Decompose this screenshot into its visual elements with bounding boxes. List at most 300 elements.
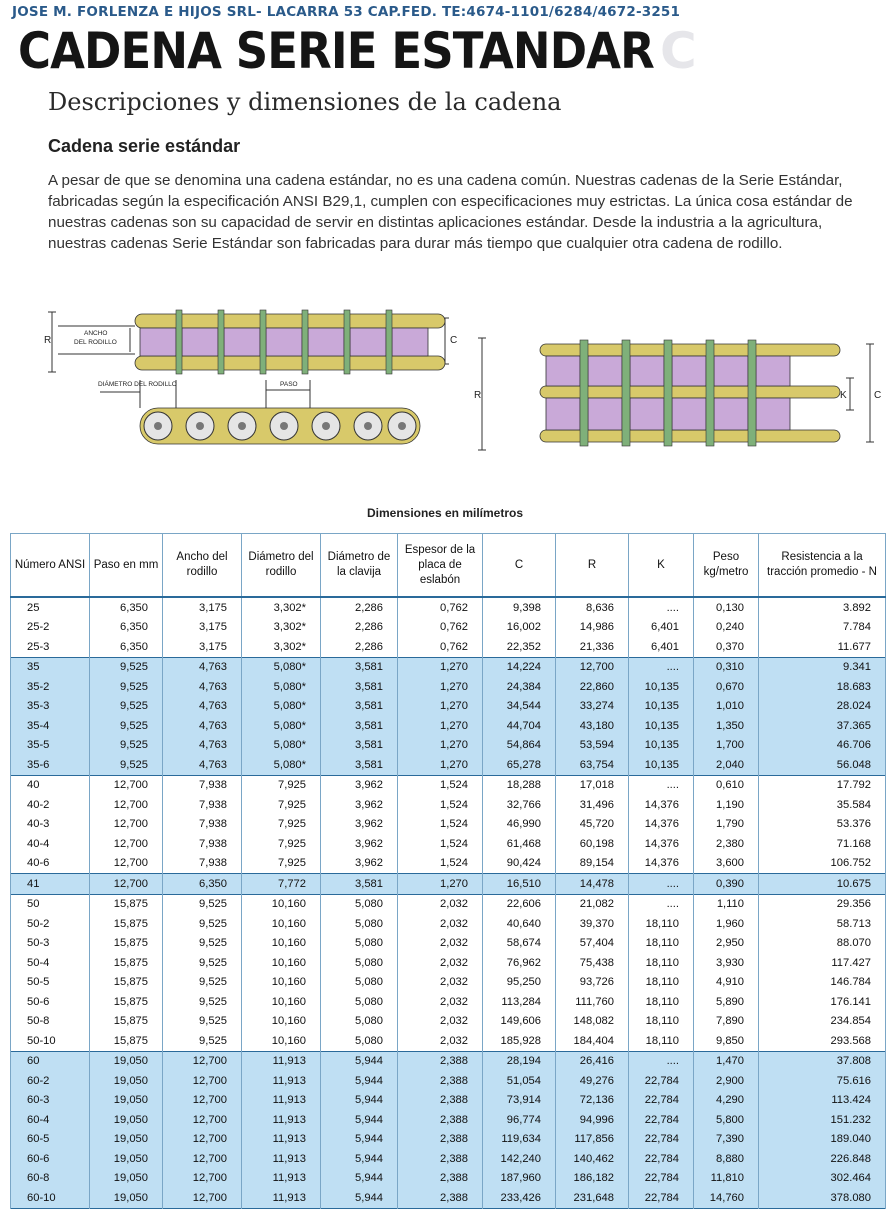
table-cell: 15,875: [90, 992, 163, 1012]
table-cell: 5,944: [321, 1071, 398, 1091]
table-cell: 1,270: [398, 716, 483, 736]
table-cell: 40-2: [11, 795, 90, 815]
table-cell: 49,276: [556, 1071, 629, 1091]
table-cell: 5,080: [321, 894, 398, 914]
table-cell: 11,913: [242, 1188, 321, 1208]
table-cell: 2,900: [694, 1071, 759, 1091]
table-cell: 12,700: [163, 1051, 242, 1071]
double-chain-diagram: [470, 330, 885, 460]
table-cell: 7.784: [759, 618, 886, 638]
table-cell: 189.040: [759, 1130, 886, 1150]
table-caption: Dimensiones en milímetros: [366, 506, 524, 520]
table-cell: 5,080*: [242, 736, 321, 756]
table-cell: ....: [629, 657, 694, 677]
table-cell: 0,670: [694, 677, 759, 697]
table-cell: 1,960: [694, 914, 759, 934]
table-cell: 2,032: [398, 992, 483, 1012]
table-cell: 10,160: [242, 973, 321, 993]
table-cell: 5,080: [321, 934, 398, 954]
table-cell: 5,080*: [242, 755, 321, 775]
table-cell: 186,182: [556, 1169, 629, 1189]
table-cell: 14,376: [629, 834, 694, 854]
table-cell: 3,962: [321, 815, 398, 835]
table-cell: 2,032: [398, 894, 483, 914]
table-cell: 176.141: [759, 992, 886, 1012]
table-cell: 50: [11, 894, 90, 914]
table-cell: 12,700: [90, 815, 163, 835]
table-cell: 26,416: [556, 1051, 629, 1071]
table-cell: 0,370: [694, 637, 759, 657]
table-cell: 34,544: [483, 697, 556, 717]
table-cell: 6,350: [90, 637, 163, 657]
col-header-diametro-rodillo: Diámetro del rodillo: [242, 534, 321, 598]
table-cell: 18,110: [629, 1012, 694, 1032]
table-cell: 73,914: [483, 1091, 556, 1111]
table-cell: 15,875: [90, 1012, 163, 1032]
table-cell: 37.365: [759, 716, 886, 736]
table-cell: 35-2: [11, 677, 90, 697]
table-cell: 7,938: [163, 854, 242, 874]
table-cell: 19,050: [90, 1110, 163, 1130]
table-cell: 1,270: [398, 736, 483, 756]
table-cell: 11,810: [694, 1169, 759, 1189]
table-row: [11, 1051, 886, 1071]
table-cell: 378.080: [759, 1188, 886, 1208]
table-cell: 22,784: [629, 1091, 694, 1111]
table-cell: 9,525: [163, 973, 242, 993]
label-c: C: [450, 335, 458, 346]
table-cell: 40,640: [483, 914, 556, 934]
table-cell: 7,925: [242, 815, 321, 835]
table-cell: 41: [11, 874, 90, 895]
table-row: [11, 657, 886, 677]
table-cell: 9,525: [163, 992, 242, 1012]
table-cell: 75.616: [759, 1071, 886, 1091]
table-cell: 56.048: [759, 755, 886, 775]
table-cell: 9,525: [163, 953, 242, 973]
table-cell: 25-2: [11, 618, 90, 638]
table-cell: 5,944: [321, 1091, 398, 1111]
table-cell: 5,944: [321, 1051, 398, 1071]
col-header-resistencia: Resistencia a la tracción promedio - N: [759, 534, 886, 598]
table-cell: 0,130: [694, 597, 759, 618]
table-cell: 2,388: [398, 1091, 483, 1111]
table-cell: 1,270: [398, 677, 483, 697]
table-cell: 25-3: [11, 637, 90, 657]
table-cell: 35-4: [11, 716, 90, 736]
table-row: [11, 637, 886, 657]
table-cell: 63,754: [556, 755, 629, 775]
table-cell: 10,160: [242, 1012, 321, 1032]
table-cell: 10,135: [629, 716, 694, 736]
table-cell: 3,600: [694, 854, 759, 874]
table-cell: 5,080*: [242, 716, 321, 736]
table-cell: 5,080*: [242, 657, 321, 677]
table-row: [11, 1130, 886, 1150]
table-cell: 148,082: [556, 1012, 629, 1032]
table-cell: 60,198: [556, 834, 629, 854]
table-cell: 7,925: [242, 795, 321, 815]
table-cell: 50-6: [11, 992, 90, 1012]
page-title: CADENA SERIE ESTANDAR: [18, 22, 654, 80]
table-cell: ....: [629, 775, 694, 795]
table-cell: 22,784: [629, 1110, 694, 1130]
table-cell: 12,700: [163, 1110, 242, 1130]
table-cell: 2,032: [398, 934, 483, 954]
table-cell: 60: [11, 1051, 90, 1071]
table-row: [11, 815, 886, 835]
table-cell: 16,002: [483, 618, 556, 638]
table-cell: 3,302*: [242, 597, 321, 618]
table-cell: 5,944: [321, 1169, 398, 1189]
table-cell: 14,376: [629, 854, 694, 874]
table-cell: 3,962: [321, 834, 398, 854]
table-cell: 6,401: [629, 637, 694, 657]
table-cell: 3,930: [694, 953, 759, 973]
table-cell: 3,302*: [242, 637, 321, 657]
table-row: [11, 1169, 886, 1189]
table-cell: 3,175: [163, 637, 242, 657]
table-cell: 7,925: [242, 775, 321, 795]
table-cell: 7,938: [163, 815, 242, 835]
table-cell: 7,925: [242, 854, 321, 874]
table-cell: 4,763: [163, 697, 242, 717]
table-cell: 10,160: [242, 1031, 321, 1051]
table-cell: 11,913: [242, 1130, 321, 1150]
table-cell: 50-3: [11, 934, 90, 954]
table-cell: 35-3: [11, 697, 90, 717]
table-cell: 7,390: [694, 1130, 759, 1150]
table-cell: 113.424: [759, 1091, 886, 1111]
table-cell: ....: [629, 1051, 694, 1071]
table-cell: 14,478: [556, 874, 629, 895]
table-cell: 53.376: [759, 815, 886, 835]
table-cell: 15,875: [90, 894, 163, 914]
table-cell: 12,700: [90, 795, 163, 815]
table-cell: 43,180: [556, 716, 629, 736]
table-cell: 90,424: [483, 854, 556, 874]
table-cell: 1,524: [398, 854, 483, 874]
col-header-peso: Peso kg/metro: [694, 534, 759, 598]
table-cell: 3,581: [321, 657, 398, 677]
table-row: [11, 914, 886, 934]
table-cell: 35: [11, 657, 90, 677]
table-row: [11, 1149, 886, 1169]
table-row: [11, 834, 886, 854]
table-cell: 96,774: [483, 1110, 556, 1130]
table-cell: 14,224: [483, 657, 556, 677]
table-cell: 22,784: [629, 1188, 694, 1208]
table-cell: 72,136: [556, 1091, 629, 1111]
table-cell: 40-6: [11, 854, 90, 874]
table-row: [11, 992, 886, 1012]
table-cell: 5,080: [321, 953, 398, 973]
table-row: [11, 716, 886, 736]
table-cell: 2,032: [398, 953, 483, 973]
table-row: [11, 697, 886, 717]
table-cell: 4,763: [163, 716, 242, 736]
table-cell: 234.854: [759, 1012, 886, 1032]
table-row: [11, 618, 886, 638]
table-cell: 19,050: [90, 1130, 163, 1150]
label-k: K: [840, 390, 847, 401]
table-cell: 12,700: [556, 657, 629, 677]
table-cell: 50-5: [11, 973, 90, 993]
table-row: [11, 953, 886, 973]
table-cell: 50-2: [11, 914, 90, 934]
table-cell: 2,032: [398, 914, 483, 934]
table-cell: 1,470: [694, 1051, 759, 1071]
table-cell: 54,864: [483, 736, 556, 756]
label-r-2: R: [474, 390, 482, 401]
table-cell: 5,080*: [242, 697, 321, 717]
table-cell: 6,350: [163, 874, 242, 895]
table-cell: 9,525: [163, 934, 242, 954]
table-row: [11, 1031, 886, 1051]
table-cell: 10,160: [242, 992, 321, 1012]
table-cell: 106.752: [759, 854, 886, 874]
table-cell: 117,856: [556, 1130, 629, 1150]
table-cell: 45,720: [556, 815, 629, 835]
col-header-c: C: [483, 534, 556, 598]
label-ancho-2: DEL RODILLO: [74, 339, 117, 346]
col-header-paso: Paso en mm: [90, 534, 163, 598]
table-cell: 11,913: [242, 1071, 321, 1091]
table-cell: 35-5: [11, 736, 90, 756]
table-cell: 12,700: [163, 1130, 242, 1150]
table-cell: 8,636: [556, 597, 629, 618]
table-row: [11, 736, 886, 756]
table-cell: 5,800: [694, 1110, 759, 1130]
table-cell: 15,875: [90, 934, 163, 954]
label-c-2: C: [874, 390, 882, 401]
table-cell: 5,080: [321, 914, 398, 934]
table-cell: 60-3: [11, 1091, 90, 1111]
table-cell: ....: [629, 874, 694, 895]
table-cell: 46.706: [759, 736, 886, 756]
table-cell: 46,990: [483, 815, 556, 835]
table-cell: 22,784: [629, 1071, 694, 1091]
table-cell: 12,700: [163, 1169, 242, 1189]
table-cell: 1,700: [694, 736, 759, 756]
table-cell: 9,850: [694, 1031, 759, 1051]
table-cell: 8,880: [694, 1149, 759, 1169]
table-cell: 7,925: [242, 834, 321, 854]
table-cell: 2,388: [398, 1149, 483, 1169]
table-cell: 32,766: [483, 795, 556, 815]
table-cell: 4,910: [694, 973, 759, 993]
table-cell: 302.464: [759, 1169, 886, 1189]
table-cell: 53,594: [556, 736, 629, 756]
table-row: [11, 1071, 886, 1091]
table-cell: 0,310: [694, 657, 759, 677]
table-cell: 142,240: [483, 1149, 556, 1169]
table-cell: 51,054: [483, 1071, 556, 1091]
table-cell: 2,032: [398, 973, 483, 993]
table-cell: 19,050: [90, 1051, 163, 1071]
col-header-ansi: Número ANSI: [11, 534, 90, 598]
table-cell: 10,160: [242, 934, 321, 954]
table-cell: ....: [629, 894, 694, 914]
table-cell: 11,913: [242, 1051, 321, 1071]
table-cell: 7,938: [163, 795, 242, 815]
table-cell: 5,080: [321, 1012, 398, 1032]
table-cell: 2,040: [694, 755, 759, 775]
table-cell: 61,468: [483, 834, 556, 854]
table-cell: 149,606: [483, 1012, 556, 1032]
table-cell: 19,050: [90, 1169, 163, 1189]
table-cell: 11,913: [242, 1169, 321, 1189]
table-cell: 14,986: [556, 618, 629, 638]
table-cell: 22,784: [629, 1149, 694, 1169]
table-cell: 3,302*: [242, 618, 321, 638]
table-cell: 1,270: [398, 874, 483, 895]
table-row: [11, 1110, 886, 1130]
table-cell: 58,674: [483, 934, 556, 954]
table-header-row: [11, 534, 886, 598]
table-cell: 11,913: [242, 1091, 321, 1111]
table-cell: 9,525: [163, 914, 242, 934]
table-cell: 1,270: [398, 755, 483, 775]
col-header-diametro-clavija: Diámetro de la clavija: [321, 534, 398, 598]
table-cell: 22,860: [556, 677, 629, 697]
table-cell: 0,762: [398, 597, 483, 618]
table-cell: 10,135: [629, 697, 694, 717]
table-cell: 2,032: [398, 1012, 483, 1032]
table-cell: 1,110: [694, 894, 759, 914]
table-row: [11, 973, 886, 993]
table-cell: 1,524: [398, 775, 483, 795]
table-cell: 3,581: [321, 874, 398, 895]
table-cell: 111,760: [556, 992, 629, 1012]
page-subtitle: Descripciones y dimensiones de la cadena: [48, 88, 562, 116]
table-cell: 12,700: [90, 775, 163, 795]
table-cell: 9,525: [90, 755, 163, 775]
table-cell: 233,426: [483, 1188, 556, 1208]
table-cell: 1,524: [398, 815, 483, 835]
table-cell: 0,762: [398, 637, 483, 657]
table-cell: 4,290: [694, 1091, 759, 1111]
table-cell: 60-6: [11, 1149, 90, 1169]
table-cell: 11.677: [759, 637, 886, 657]
table-cell: 40-4: [11, 834, 90, 854]
single-chain-diagram: [40, 300, 460, 480]
table-row: [11, 1188, 886, 1208]
table-cell: 21,336: [556, 637, 629, 657]
table-cell: 7,938: [163, 834, 242, 854]
table-cell: 44,704: [483, 716, 556, 736]
table-cell: 5,944: [321, 1149, 398, 1169]
table-cell: 6,401: [629, 618, 694, 638]
label-r: R: [44, 335, 52, 346]
table-cell: 4,763: [163, 736, 242, 756]
table-cell: 50-8: [11, 1012, 90, 1032]
table-cell: 19,050: [90, 1188, 163, 1208]
table-cell: 57,404: [556, 934, 629, 954]
table-cell: 40-3: [11, 815, 90, 835]
table-cell: 3,175: [163, 618, 242, 638]
table-cell: 9,525: [90, 736, 163, 756]
table-row: [11, 934, 886, 954]
table-cell: 117.427: [759, 953, 886, 973]
table-cell: 18,110: [629, 953, 694, 973]
table-cell: 3,962: [321, 775, 398, 795]
table-cell: 12,700: [90, 854, 163, 874]
table-cell: 3,581: [321, 736, 398, 756]
table-cell: 60-4: [11, 1110, 90, 1130]
table-cell: 3,175: [163, 597, 242, 618]
table-cell: 71.168: [759, 834, 886, 854]
table-cell: 9,525: [90, 677, 163, 697]
table-row: [11, 775, 886, 795]
table-cell: 184,404: [556, 1031, 629, 1051]
table-cell: 5,944: [321, 1110, 398, 1130]
table-cell: 12,700: [163, 1188, 242, 1208]
table-cell: 2,380: [694, 834, 759, 854]
table-cell: 3,962: [321, 795, 398, 815]
table-cell: 18,110: [629, 1031, 694, 1051]
table-cell: 12,700: [163, 1091, 242, 1111]
table-cell: 31,496: [556, 795, 629, 815]
label-ancho-1: ANCHO: [84, 330, 108, 337]
table-cell: 146.784: [759, 973, 886, 993]
label-diametro: DIÁMETRO DEL RODILLO: [98, 381, 177, 388]
table-cell: 21,082: [556, 894, 629, 914]
col-header-r: R: [556, 534, 629, 598]
background-ghost-text: C: [660, 22, 697, 80]
table-cell: 76,962: [483, 953, 556, 973]
table-cell: 3,962: [321, 854, 398, 874]
table-cell: 185,928: [483, 1031, 556, 1051]
table-cell: 22,784: [629, 1130, 694, 1150]
table-cell: 15,875: [90, 914, 163, 934]
table-cell: 12,700: [90, 874, 163, 895]
table-cell: 4,763: [163, 755, 242, 775]
table-cell: 14,376: [629, 795, 694, 815]
table-cell: 60-8: [11, 1169, 90, 1189]
table-cell: 3,581: [321, 697, 398, 717]
table-cell: 58.713: [759, 914, 886, 934]
table-cell: 75,438: [556, 953, 629, 973]
table-row: [11, 854, 886, 874]
table-cell: 293.568: [759, 1031, 886, 1051]
table-cell: 18,110: [629, 934, 694, 954]
table-cell: 93,726: [556, 973, 629, 993]
table-cell: 2,388: [398, 1071, 483, 1091]
table-cell: 0,390: [694, 874, 759, 895]
table-cell: 2,950: [694, 934, 759, 954]
table-cell: 5,944: [321, 1188, 398, 1208]
table-cell: 22,352: [483, 637, 556, 657]
table-cell: 5,080: [321, 973, 398, 993]
table-cell: 2,388: [398, 1130, 483, 1150]
table-row: [11, 795, 886, 815]
table-cell: 50-4: [11, 953, 90, 973]
table-cell: 1,010: [694, 697, 759, 717]
table-cell: 29.356: [759, 894, 886, 914]
table-cell: 15,875: [90, 1031, 163, 1051]
table-cell: 119,634: [483, 1130, 556, 1150]
table-cell: 5,080*: [242, 677, 321, 697]
table-row: [11, 1012, 886, 1032]
table-cell: 10.675: [759, 874, 886, 895]
table-cell: 7,890: [694, 1012, 759, 1032]
table-cell: 39,370: [556, 914, 629, 934]
table-cell: 3,581: [321, 755, 398, 775]
table-cell: 33,274: [556, 697, 629, 717]
table-cell: 226.848: [759, 1149, 886, 1169]
table-cell: 17,018: [556, 775, 629, 795]
